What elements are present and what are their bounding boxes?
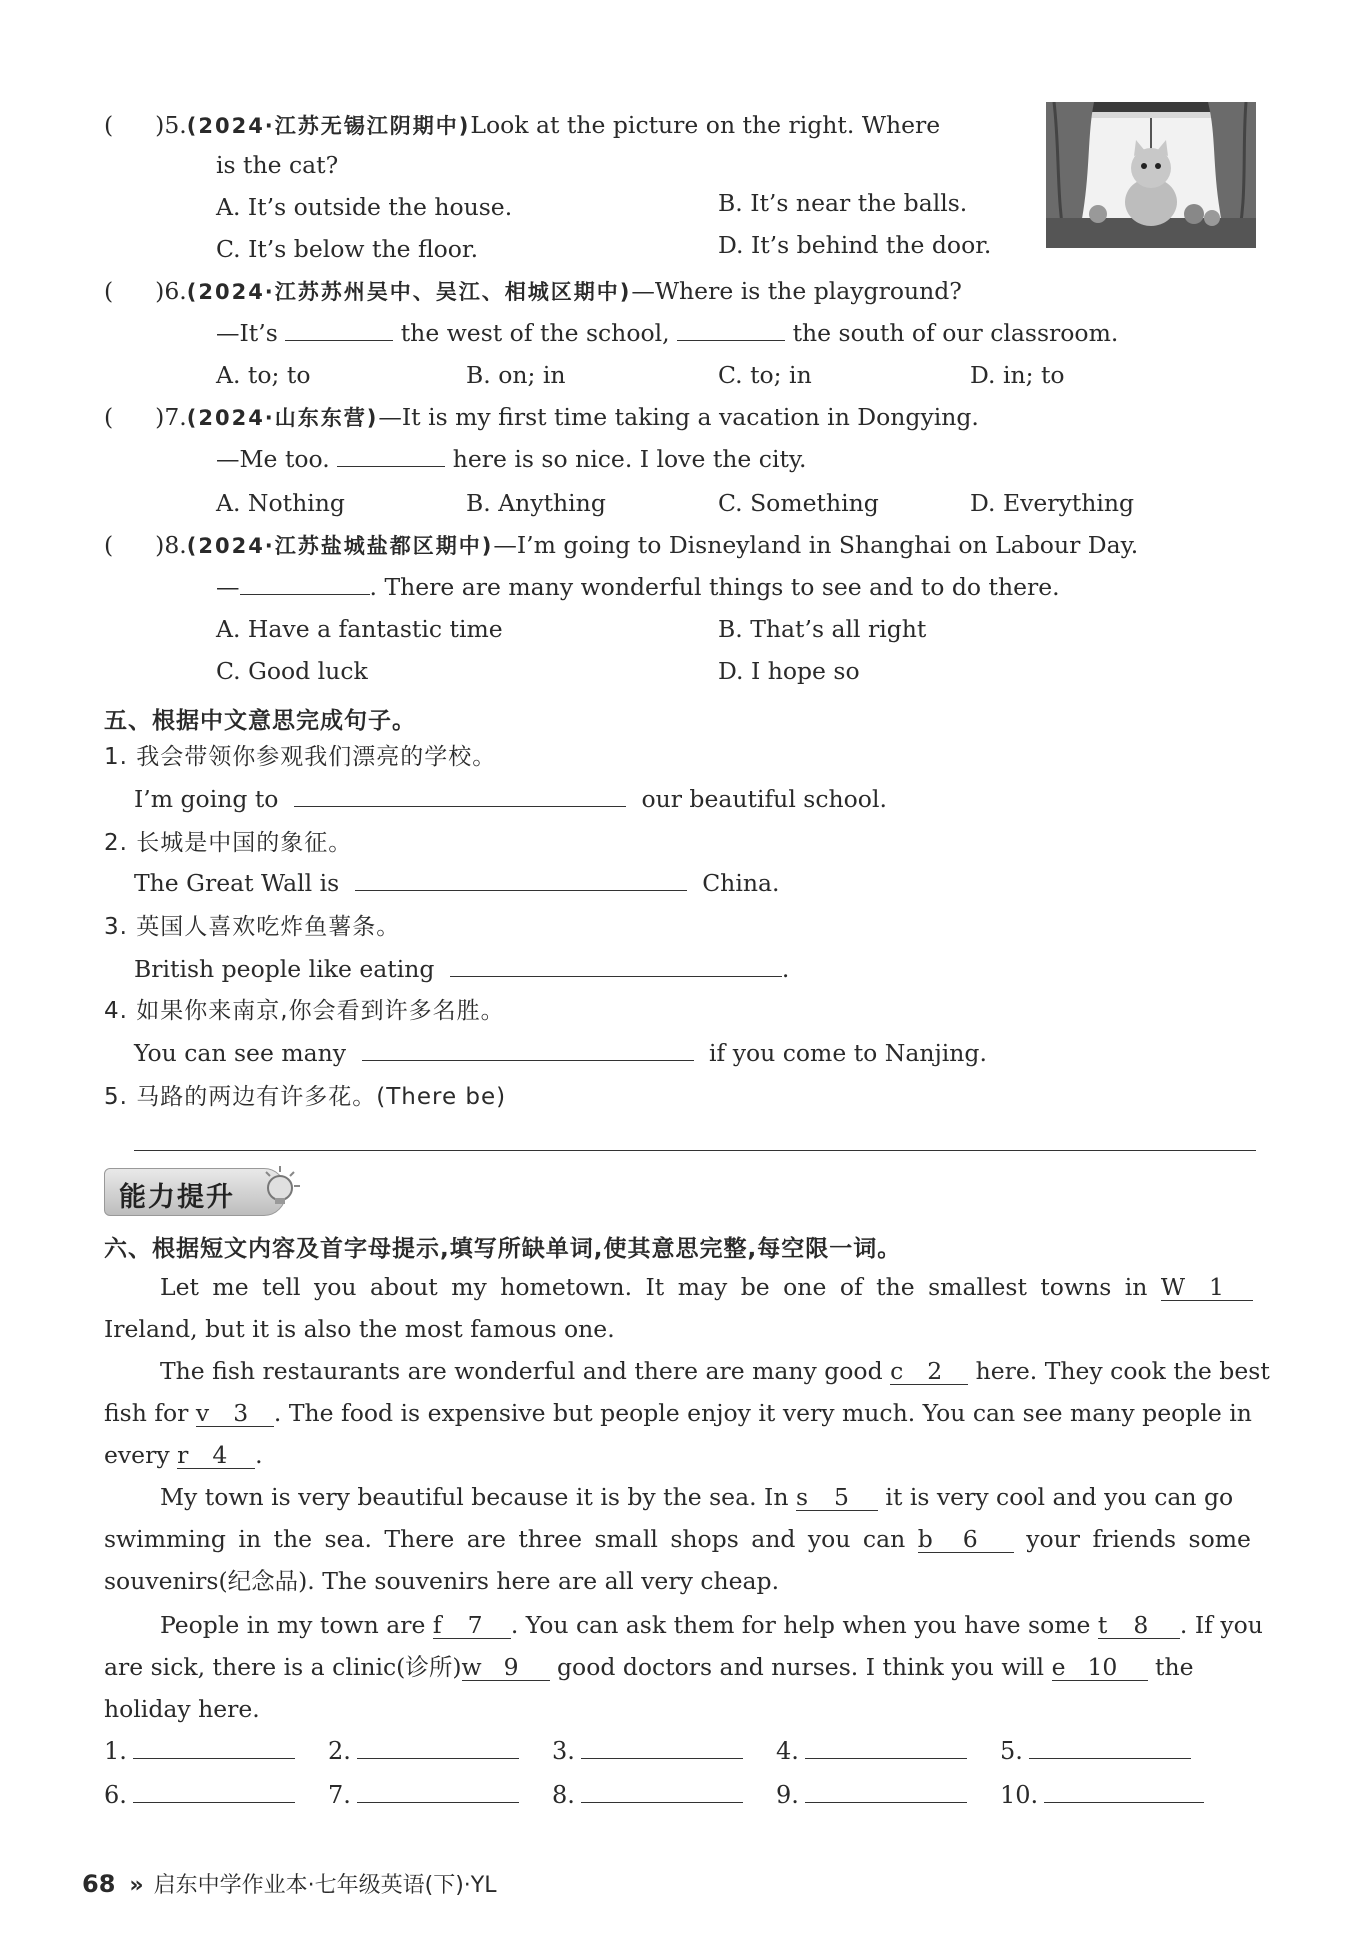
q6-option-d: D. in; to: [970, 361, 1065, 389]
passage-line6: My town is very beautiful because it is by the sea. In s 5 it is very cool and you can go: [160, 1483, 1234, 1511]
fill-blank[interactable]: [362, 1038, 694, 1061]
q5-option-b: B. It’s near the balls.: [718, 189, 968, 217]
double-chevron-icon: »: [129, 1873, 144, 1898]
fill-blank[interactable]: [294, 784, 626, 807]
sec5-item5-cn: 5. 马路的两边有许多花。(There be): [104, 1084, 507, 1110]
sec5-item4-cn: 4. 如果你来南京,你会看到许多名胜。: [104, 998, 505, 1024]
answer-5[interactable]: 5.: [1000, 1736, 1191, 1765]
answer-10[interactable]: 10.: [1000, 1780, 1204, 1809]
q7-line2: —Me too. here is so nice. I love the city.: [216, 445, 807, 473]
passage-line8: souvenirs(纪念品). The souvenirs here are all very cheap.: [104, 1567, 780, 1595]
sec5-item1-en: I’m going to our beautiful school.: [134, 785, 887, 813]
hint-blank-5[interactable]: s 5: [796, 1484, 878, 1511]
passage-line9: People in my town are f 7 . You can ask them for help when you have some t 8 . If you: [160, 1611, 1263, 1639]
hint-blank-10[interactable]: e 10: [1052, 1654, 1148, 1681]
q8-line2: — . There are many wonderful things to see and to do there.: [216, 573, 1060, 601]
q6-line2: —It’s the west of the school, the south of our classroom.: [216, 319, 1119, 347]
answer-8[interactable]: 8.: [552, 1780, 743, 1809]
passage-line5: every r 4 .: [104, 1441, 263, 1469]
passage-line2: Ireland, but it is also the most famous one.: [104, 1315, 615, 1343]
answer-paren[interactable]: (: [104, 277, 114, 305]
fill-blank[interactable]: [337, 444, 445, 467]
sec5-item2-cn: 2. 长城是中国的象征。: [104, 830, 353, 856]
answer-paren[interactable]: (: [104, 531, 114, 559]
passage-line7: swimming in the sea. There are three small shops and you can b 6 your friends some: [104, 1525, 1251, 1553]
q7-option-d: D. Everything: [970, 489, 1135, 517]
q5-option-d: D. It’s behind the door.: [718, 231, 992, 259]
q7-option-b: B. Anything: [466, 489, 606, 517]
sec5-item5-answer-line[interactable]: [134, 1150, 1256, 1151]
book-title: 启东中学作业本·七年级英语(下)·YL: [153, 1873, 497, 1898]
q5-line2: is the cat?: [216, 151, 339, 179]
sec5-item1-cn: 1. 我会带领你参观我们漂亮的学校。: [104, 744, 497, 770]
sec5-item4-en: You can see many if you come to Nanjing.: [134, 1039, 987, 1067]
sec5-item3-en: British people like eating .: [134, 955, 790, 983]
answer-4[interactable]: 4.: [776, 1736, 967, 1765]
cat-window-picture: [1046, 102, 1256, 248]
sec5-item3-cn: 3. 英国人喜欢吃炸鱼薯条。: [104, 914, 401, 940]
ball: [1184, 204, 1204, 224]
lightbulb-icon: [262, 1164, 302, 1208]
passage-line4: fish for v 3 . The food is expensive but people enjoy it very much. You can see many people in: [104, 1399, 1252, 1427]
page-footer: [82, 1868, 496, 1899]
section-banner: 能力提升: [104, 1168, 286, 1216]
q8-option-a: A. Have a fantastic time: [216, 615, 503, 643]
q8-line1: ( )8.(2024·江苏盐城盐都区期中)—I’m going to Disneyland in Shanghai on Labour Day.: [104, 531, 1139, 559]
passage-line1: Let me tell you about my hometown. It may be one of the smallest towns in W 1: [160, 1272, 1253, 1302]
q5-option-c: C. It’s below the floor.: [216, 235, 479, 263]
q8-option-c: C. Good luck: [216, 657, 368, 685]
q6-option-c: C. to; in: [718, 361, 812, 389]
fill-blank[interactable]: [240, 572, 370, 595]
q6-option-a: A. to; to: [216, 361, 311, 389]
q7-option-a: A. Nothing: [216, 489, 345, 517]
q5-line1: ( )5.(2024·江苏无锡江阴期中)Look at the picture on the right. Where: [104, 111, 941, 139]
hint-blank-4[interactable]: r 4: [177, 1442, 255, 1469]
hint-blank-9[interactable]: w 9: [462, 1654, 550, 1681]
fill-blank[interactable]: [285, 318, 393, 341]
hint-blank-7[interactable]: f 7: [433, 1612, 511, 1639]
section-5-title: 五、根据中文意思完成句子。: [104, 708, 416, 734]
hint-blank-2[interactable]: c 2: [890, 1358, 968, 1385]
hint-blank-8[interactable]: t 8: [1098, 1612, 1180, 1639]
answer-1[interactable]: 1.: [104, 1736, 295, 1765]
q6-line1: ( )6.(2024·江苏苏州吴中、吴江、相城区期中)—Where is the playground?: [104, 277, 962, 305]
fill-blank[interactable]: [677, 318, 785, 341]
q6-option-b: B. on; in: [466, 361, 566, 389]
passage-line10: are sick, there is a clinic(诊所)w 9 good doctors and nurses. I think you will e 10 the: [104, 1653, 1194, 1681]
hint-blank-3[interactable]: v 3: [196, 1400, 274, 1427]
answer-2[interactable]: 2.: [328, 1736, 519, 1765]
fill-blank[interactable]: [355, 868, 687, 891]
hint-blank-1[interactable]: W 1: [1161, 1274, 1253, 1301]
hint-blank-6[interactable]: b 6: [918, 1526, 1014, 1553]
passage-line3: The fish restaurants are wonderful and there are many good c 2 here. They cook the best: [160, 1357, 1270, 1385]
answer-9[interactable]: 9.: [776, 1780, 967, 1809]
answer-7[interactable]: 7.: [328, 1780, 519, 1809]
q5-option-a: A. It’s outside the house.: [216, 193, 513, 221]
ball: [1089, 205, 1107, 223]
fill-blank[interactable]: [450, 954, 782, 977]
answer-6[interactable]: 6.: [104, 1780, 295, 1809]
answer-3[interactable]: 3.: [552, 1736, 743, 1765]
ball: [1204, 210, 1220, 226]
q7-option-c: C. Something: [718, 489, 879, 517]
q7-line1: ( )7.(2024·山东东营)—It is my first time taking a vacation in Dongying.: [104, 403, 979, 431]
page-number: 68: [82, 1870, 116, 1898]
q8-option-b: B. That’s all right: [718, 615, 927, 643]
section-6-title: 六、根据短文内容及首字母提示,填写所缺单词,使其意思完整,每空限一词。: [104, 1236, 902, 1262]
answer-paren[interactable]: (: [104, 403, 114, 431]
q8-option-d: D. I hope so: [718, 657, 860, 685]
answer-paren[interactable]: (: [104, 111, 114, 139]
passage-line11: holiday here.: [104, 1695, 260, 1723]
sec5-item2-en: The Great Wall is China.: [134, 869, 780, 897]
